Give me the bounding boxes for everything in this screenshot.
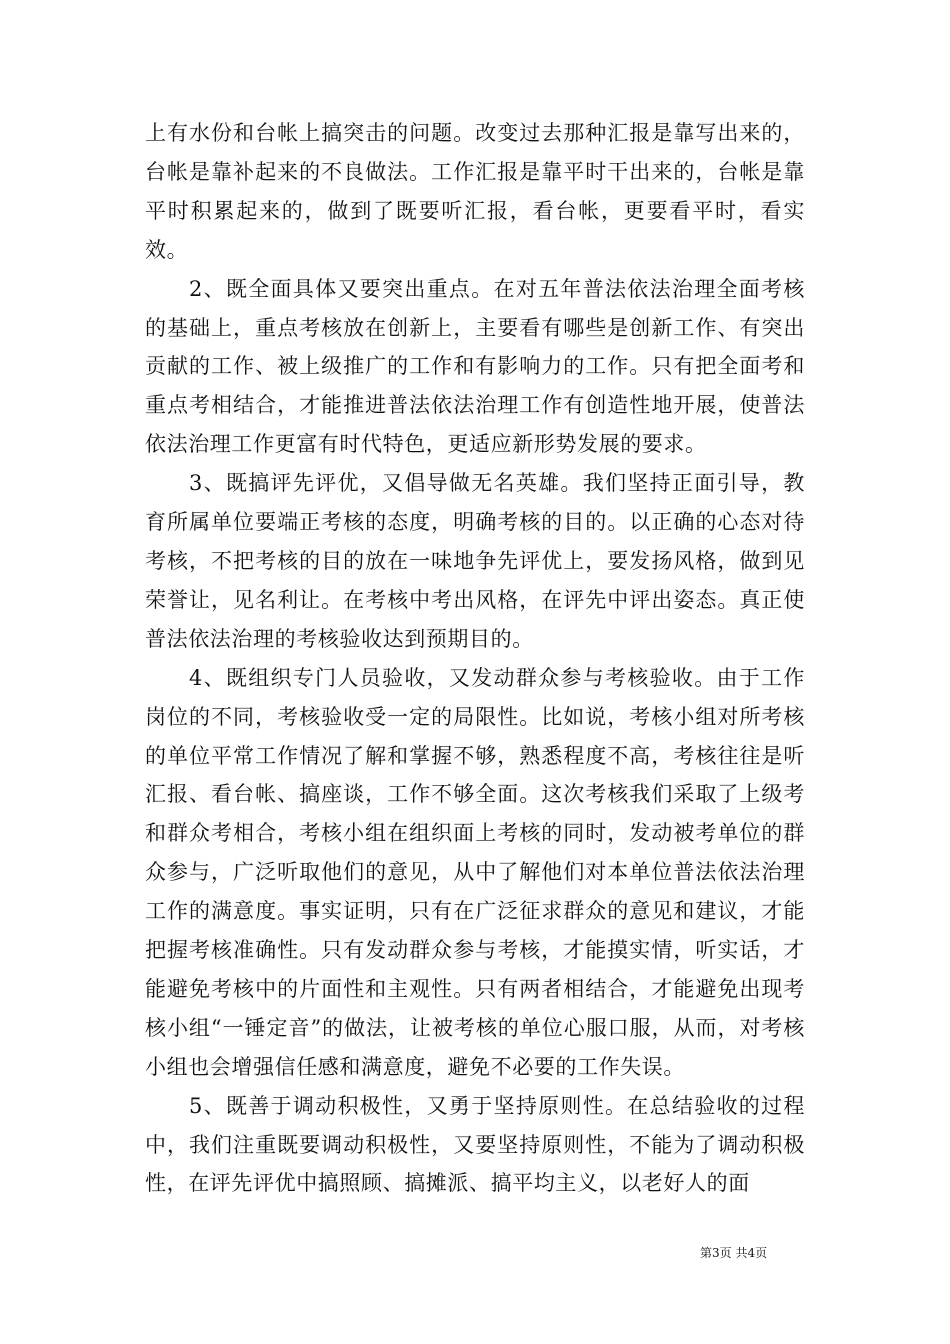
paragraph-item-4: 4、既组织专门人员验收，又发动群众参与考核验收。由于工作岗位的不同，考核验收受一定的局限性。比如说，考核小组对所考核的单位平常工作情况了解和掌握不够，熟悉程度不高，考核往往是听汇报、看台帐、搞座谈，工作不够全面。这次考核我们采取了上级考和群众考相合，考核小组在组织面上考核的同时，发动被考单位的群众参与，广泛听取他们的意见，从中了解他们对本单位普法依法治理工作的满意度。事实证明，只有在广泛征求群众的意见和建议，才能把握考核准确性。只有发动群众参与考核，才能摸实情，听实话，才能避免考核中的片面性和主观性。只有两者相结合，才能避免出现考核小组“一锤定音”的做法，让被考核的单位心服口服，从而，对考核小组也会增强信任感和满意度，避免不必要的工作失误。 <box>145 665 805 1079</box>
paragraph-item-3: 3、既搞评先评优，又倡导做无名英雄。我们坚持正面引导，教育所属单位要端正考核的态度，明确考核的目的。以正确的心态对待考核，不把考核的目的放在一味地争先评优上，要发扬风格，做到见荣誉让，见名利让。在考核中考出风格，在评先中评出姿态。真正使普法依法治理的考核验收达到预期目的。 <box>145 471 805 651</box>
paragraph-continuation: 上有水份和台帐上搞突击的问题。改变过去那种汇报是靠写出来的，台帐是靠补起来的不良做法。工作汇报是靠平时干出来的，台帐是靠平时积累起来的，做到了既要听汇报，看台帐，更要看平时，看实效。 <box>145 121 805 262</box>
document-body <box>145 114 805 1203</box>
paragraph-item-2: 2、既全面具体又要突出重点。在对五年普法依法治理全面考核的基础上，重点考核放在创新上，主要看有哪些是创新工作、有突出贡献的工作、被上级推广的工作和有影响力的工作。只有把全面考和重点考相结合，才能推进普法依法治理工作有创造性地开展，使普法依法治理工作更富有时代特色，更适应新形势发展的要求。 <box>145 276 805 457</box>
paragraph-item-5: 5、既善于调动积极性，又勇于坚持原则性。在总结验收的过程中，我们注重既要调动积极性，又要坚持原则性，不能为了调动积极性，在评先评优中搞照顾、搞摊派、搞平均主义，以老好人的面 <box>145 1093 805 1196</box>
page-number-footer: 第3页 共4页 <box>700 1246 768 1260</box>
